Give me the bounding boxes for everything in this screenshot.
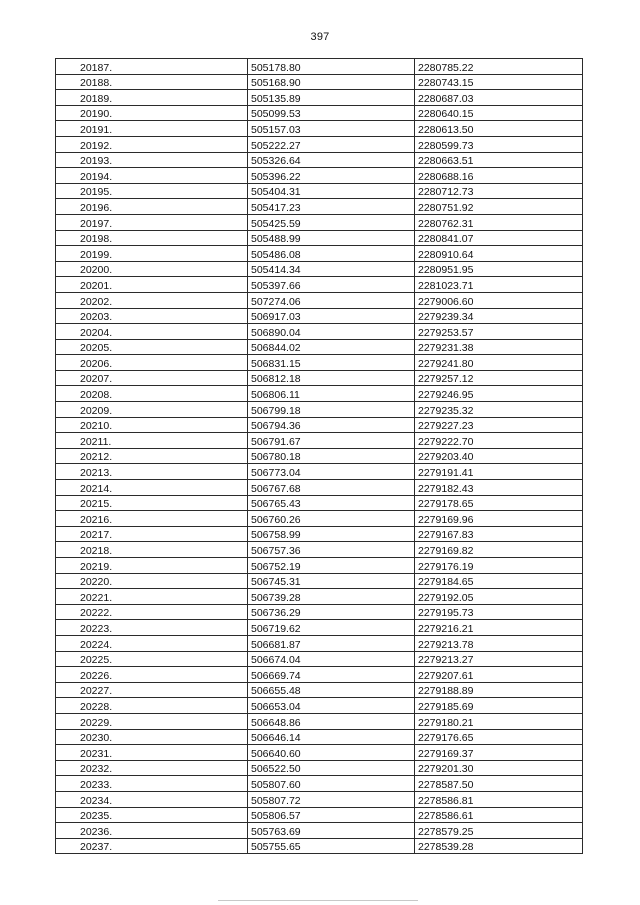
y-coordinate-cell: 2279241.80 xyxy=(415,355,583,371)
x-coordinate-cell: 506648.86 xyxy=(248,713,415,729)
point-number-cell: 20196. xyxy=(56,199,248,215)
y-coordinate-cell: 2278586.81 xyxy=(415,791,583,807)
table-row xyxy=(56,464,583,480)
x-coordinate-cell: 506522.50 xyxy=(248,760,415,776)
table-row xyxy=(56,838,583,854)
x-coordinate-cell: 506799.18 xyxy=(248,402,415,418)
x-coordinate-cell: 506739.28 xyxy=(248,589,415,605)
x-coordinate-cell: 506640.60 xyxy=(248,745,415,761)
x-coordinate-cell: 505404.31 xyxy=(248,183,415,199)
x-coordinate-cell: 506674.04 xyxy=(248,651,415,667)
point-number-cell: 20199. xyxy=(56,246,248,262)
table-row xyxy=(56,261,583,277)
point-number-cell: 20189. xyxy=(56,90,248,106)
table-row xyxy=(56,339,583,355)
point-number-cell: 20201. xyxy=(56,277,248,293)
point-number-cell: 20192. xyxy=(56,136,248,152)
x-coordinate-cell: 505755.65 xyxy=(248,838,415,854)
table-row xyxy=(56,183,583,199)
page-number: 397 xyxy=(310,31,330,43)
y-coordinate-cell: 2279191.41 xyxy=(415,464,583,480)
x-coordinate-cell: 506765.43 xyxy=(248,495,415,511)
table-row xyxy=(56,136,583,152)
x-coordinate-cell: 506844.02 xyxy=(248,339,415,355)
x-coordinate-cell: 505425.59 xyxy=(248,214,415,230)
y-coordinate-cell: 2281023.71 xyxy=(415,277,583,293)
table-row xyxy=(56,495,583,511)
table-row xyxy=(56,480,583,496)
point-number-cell: 20211. xyxy=(56,433,248,449)
table-row xyxy=(56,152,583,168)
point-number-cell: 20236. xyxy=(56,823,248,839)
y-coordinate-cell: 2279169.37 xyxy=(415,745,583,761)
point-number-cell: 20207. xyxy=(56,370,248,386)
point-number-cell: 20235. xyxy=(56,807,248,823)
y-coordinate-cell: 2279203.40 xyxy=(415,448,583,464)
x-coordinate-cell: 506760.26 xyxy=(248,511,415,527)
x-coordinate-cell: 505397.66 xyxy=(248,277,415,293)
y-coordinate-cell: 2279180.21 xyxy=(415,713,583,729)
x-coordinate-cell: 506917.03 xyxy=(248,308,415,324)
x-coordinate-cell: 505807.72 xyxy=(248,791,415,807)
y-coordinate-cell: 2278586.61 xyxy=(415,807,583,823)
table-row xyxy=(56,558,583,574)
x-coordinate-cell: 505168.90 xyxy=(248,74,415,90)
y-coordinate-cell: 2280687.03 xyxy=(415,90,583,106)
x-coordinate-cell: 507274.06 xyxy=(248,292,415,308)
point-number-cell: 20200. xyxy=(56,261,248,277)
table-row xyxy=(56,402,583,418)
point-number-cell: 20214. xyxy=(56,480,248,496)
y-coordinate-cell: 2279192.05 xyxy=(415,589,583,605)
point-number-cell: 20219. xyxy=(56,558,248,574)
y-coordinate-cell: 2278579.25 xyxy=(415,823,583,839)
y-coordinate-cell: 2279231.38 xyxy=(415,339,583,355)
y-coordinate-cell: 2279195.73 xyxy=(415,604,583,620)
table-row xyxy=(56,667,583,683)
x-coordinate-cell: 505414.34 xyxy=(248,261,415,277)
y-coordinate-cell: 2279169.82 xyxy=(415,542,583,558)
x-coordinate-cell: 506780.18 xyxy=(248,448,415,464)
y-coordinate-cell: 2279006.60 xyxy=(415,292,583,308)
table-row xyxy=(56,308,583,324)
point-number-cell: 20205. xyxy=(56,339,248,355)
point-number-cell: 20218. xyxy=(56,542,248,558)
table-row xyxy=(56,823,583,839)
y-coordinate-cell: 2280743.15 xyxy=(415,74,583,90)
x-coordinate-cell: 505763.69 xyxy=(248,823,415,839)
point-number-cell: 20193. xyxy=(56,152,248,168)
table-row xyxy=(56,635,583,651)
x-coordinate-cell: 506831.15 xyxy=(248,355,415,371)
point-number-cell: 20195. xyxy=(56,183,248,199)
bottom-divider xyxy=(218,900,418,901)
table-row xyxy=(56,433,583,449)
x-coordinate-cell: 505488.99 xyxy=(248,230,415,246)
coordinates-table xyxy=(55,58,583,854)
y-coordinate-cell: 2279246.95 xyxy=(415,386,583,402)
y-coordinate-cell: 2279213.27 xyxy=(415,651,583,667)
point-number-cell: 20227. xyxy=(56,682,248,698)
x-coordinate-cell: 506669.74 xyxy=(248,667,415,683)
table-row xyxy=(56,511,583,527)
point-number-cell: 20209. xyxy=(56,402,248,418)
table-row xyxy=(56,526,583,542)
point-number-cell: 20237. xyxy=(56,838,248,854)
table-row xyxy=(56,620,583,636)
point-number-cell: 20206. xyxy=(56,355,248,371)
x-coordinate-cell: 505326.64 xyxy=(248,152,415,168)
y-coordinate-cell: 2279207.61 xyxy=(415,667,583,683)
table-row xyxy=(56,105,583,121)
x-coordinate-cell: 506646.14 xyxy=(248,729,415,745)
y-coordinate-cell: 2280599.73 xyxy=(415,136,583,152)
x-coordinate-cell: 506757.36 xyxy=(248,542,415,558)
point-number-cell: 20188. xyxy=(56,74,248,90)
point-number-cell: 20198. xyxy=(56,230,248,246)
point-number-cell: 20226. xyxy=(56,667,248,683)
point-number-cell: 20213. xyxy=(56,464,248,480)
x-coordinate-cell: 505396.22 xyxy=(248,168,415,184)
x-coordinate-cell: 506758.99 xyxy=(248,526,415,542)
point-number-cell: 20202. xyxy=(56,292,248,308)
y-coordinate-cell: 2280841.07 xyxy=(415,230,583,246)
point-number-cell: 20230. xyxy=(56,729,248,745)
table-row xyxy=(56,292,583,308)
x-coordinate-cell: 506812.18 xyxy=(248,370,415,386)
y-coordinate-cell: 2280640.15 xyxy=(415,105,583,121)
y-coordinate-cell: 2279253.57 xyxy=(415,324,583,340)
table-row xyxy=(56,589,583,605)
point-number-cell: 20224. xyxy=(56,635,248,651)
table-row xyxy=(56,370,583,386)
x-coordinate-cell: 505486.08 xyxy=(248,246,415,262)
x-coordinate-cell: 506791.67 xyxy=(248,433,415,449)
table-row xyxy=(56,90,583,106)
x-coordinate-cell: 506681.87 xyxy=(248,635,415,651)
table-row xyxy=(56,168,583,184)
x-coordinate-cell: 506794.36 xyxy=(248,417,415,433)
point-number-cell: 20229. xyxy=(56,713,248,729)
point-number-cell: 20191. xyxy=(56,121,248,137)
point-number-cell: 20208. xyxy=(56,386,248,402)
y-coordinate-cell: 2279176.65 xyxy=(415,729,583,745)
point-number-cell: 20232. xyxy=(56,760,248,776)
y-coordinate-cell: 2280613.50 xyxy=(415,121,583,137)
x-coordinate-cell: 506767.68 xyxy=(248,480,415,496)
y-coordinate-cell: 2279201.30 xyxy=(415,760,583,776)
y-coordinate-cell: 2278587.50 xyxy=(415,776,583,792)
x-coordinate-cell: 506745.31 xyxy=(248,573,415,589)
table-row xyxy=(56,355,583,371)
y-coordinate-cell: 2279213.78 xyxy=(415,635,583,651)
table-row xyxy=(56,230,583,246)
y-coordinate-cell: 2280951.95 xyxy=(415,261,583,277)
y-coordinate-cell: 2280910.64 xyxy=(415,246,583,262)
x-coordinate-cell: 505417.23 xyxy=(248,199,415,215)
point-number-cell: 20187. xyxy=(56,59,248,75)
x-coordinate-cell: 505807.60 xyxy=(248,776,415,792)
y-coordinate-cell: 2279167.83 xyxy=(415,526,583,542)
x-coordinate-cell: 506653.04 xyxy=(248,698,415,714)
x-coordinate-cell: 506655.48 xyxy=(248,682,415,698)
table-row xyxy=(56,74,583,90)
point-number-cell: 20190. xyxy=(56,105,248,121)
y-coordinate-cell: 2279182.43 xyxy=(415,480,583,496)
table-row xyxy=(56,682,583,698)
table-row xyxy=(56,713,583,729)
table-row xyxy=(56,59,583,75)
y-coordinate-cell: 2280762.31 xyxy=(415,214,583,230)
y-coordinate-cell: 2280688.16 xyxy=(415,168,583,184)
y-coordinate-cell: 2279178.65 xyxy=(415,495,583,511)
y-coordinate-cell: 2279239.34 xyxy=(415,308,583,324)
table-row xyxy=(56,386,583,402)
point-number-cell: 20234. xyxy=(56,791,248,807)
x-coordinate-cell: 505135.89 xyxy=(248,90,415,106)
table-row xyxy=(56,807,583,823)
table-row xyxy=(56,729,583,745)
x-coordinate-cell: 506773.04 xyxy=(248,464,415,480)
point-number-cell: 20233. xyxy=(56,776,248,792)
point-number-cell: 20221. xyxy=(56,589,248,605)
x-coordinate-cell: 505222.27 xyxy=(248,136,415,152)
point-number-cell: 20194. xyxy=(56,168,248,184)
x-coordinate-cell: 505157.03 xyxy=(248,121,415,137)
table-row xyxy=(56,277,583,293)
table-row xyxy=(56,246,583,262)
table-row xyxy=(56,417,583,433)
point-number-cell: 20223. xyxy=(56,620,248,636)
point-number-cell: 20225. xyxy=(56,651,248,667)
point-number-cell: 20210. xyxy=(56,417,248,433)
table-row xyxy=(56,448,583,464)
coordinates-table-body xyxy=(56,59,583,854)
table-row xyxy=(56,760,583,776)
y-coordinate-cell: 2279169.96 xyxy=(415,511,583,527)
table-row xyxy=(56,745,583,761)
point-number-cell: 20231. xyxy=(56,745,248,761)
y-coordinate-cell: 2280785.22 xyxy=(415,59,583,75)
table-row xyxy=(56,199,583,215)
table-row xyxy=(56,573,583,589)
point-number-cell: 20222. xyxy=(56,604,248,620)
x-coordinate-cell: 505178.80 xyxy=(248,59,415,75)
y-coordinate-cell: 2279227.23 xyxy=(415,417,583,433)
y-coordinate-cell: 2280663.51 xyxy=(415,152,583,168)
table-row xyxy=(56,214,583,230)
point-number-cell: 20203. xyxy=(56,308,248,324)
point-number-cell: 20197. xyxy=(56,214,248,230)
table-row xyxy=(56,698,583,714)
point-number-cell: 20220. xyxy=(56,573,248,589)
table-row xyxy=(56,604,583,620)
point-number-cell: 20215. xyxy=(56,495,248,511)
table-row xyxy=(56,651,583,667)
point-number-cell: 20204. xyxy=(56,324,248,340)
x-coordinate-cell: 506719.62 xyxy=(248,620,415,636)
x-coordinate-cell: 505099.53 xyxy=(248,105,415,121)
y-coordinate-cell: 2279257.12 xyxy=(415,370,583,386)
y-coordinate-cell: 2279185.69 xyxy=(415,698,583,714)
table-row xyxy=(56,324,583,340)
y-coordinate-cell: 2278539.28 xyxy=(415,838,583,854)
x-coordinate-cell: 506752.19 xyxy=(248,558,415,574)
y-coordinate-cell: 2279188.89 xyxy=(415,682,583,698)
table-row xyxy=(56,542,583,558)
x-coordinate-cell: 506806.11 xyxy=(248,386,415,402)
y-coordinate-cell: 2279235.32 xyxy=(415,402,583,418)
table-row xyxy=(56,776,583,792)
y-coordinate-cell: 2279216.21 xyxy=(415,620,583,636)
point-number-cell: 20216. xyxy=(56,511,248,527)
y-coordinate-cell: 2280712.73 xyxy=(415,183,583,199)
point-number-cell: 20217. xyxy=(56,526,248,542)
y-coordinate-cell: 2279176.19 xyxy=(415,558,583,574)
x-coordinate-cell: 505806.57 xyxy=(248,807,415,823)
y-coordinate-cell: 2279184.65 xyxy=(415,573,583,589)
y-coordinate-cell: 2279222.70 xyxy=(415,433,583,449)
table-row xyxy=(56,121,583,137)
y-coordinate-cell: 2280751.92 xyxy=(415,199,583,215)
point-number-cell: 20228. xyxy=(56,698,248,714)
x-coordinate-cell: 506890.04 xyxy=(248,324,415,340)
point-number-cell: 20212. xyxy=(56,448,248,464)
table-row xyxy=(56,791,583,807)
x-coordinate-cell: 506736.29 xyxy=(248,604,415,620)
